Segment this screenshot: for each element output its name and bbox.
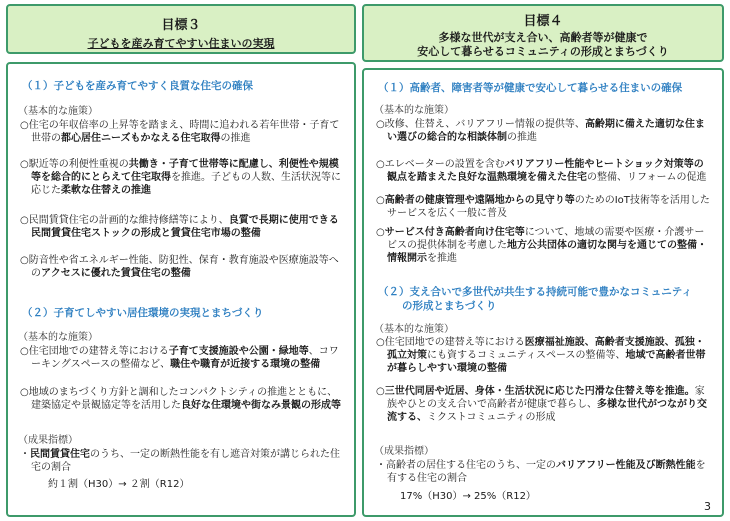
goal3-s1-item-4: ○防音性や省エネルギー性能、防犯性、保育・教育施設や医療施設等へのアクセスに優れた賃貸住宅の整備 (20, 255, 339, 279)
goal4-metric-value: 17%（H30）→ 25%（R12） (400, 491, 536, 502)
goal4-title: 目標４ (523, 14, 563, 29)
goal3-metric-value: 約１割（H30）→ ２割（R12） (48, 479, 190, 490)
page-number: 3 (704, 500, 711, 513)
goal3-section2-title: （２）子育てしやすい居住環境の実現とまちづくり (22, 307, 264, 319)
goal3-header (6, 4, 356, 54)
goal3-s1-item-1: ○住宅の年収倍率の上昇等を踏まえ、時間に追われる若年世帯・子育て世帯の都心居住ニーズもかなえる住宅取得の推進 (20, 120, 340, 144)
goal4-section1-title: （１）高齢者、障害者等が健康で安心して暮らせる住まいの確保 (378, 82, 683, 94)
goal4-s2-item-2: ○三世代同居や近居、身体・生活状況に応じた円滑な住替え等を推進。家族やひとの支え合いで高齢者が健康で暮らし、多様な世代がつながり交流する、ミクストコミュニティの形成 (376, 386, 707, 423)
goal3-subtitle: 子どもを産み育てやすい住まいの実現 (87, 37, 275, 50)
goal4-section1-measures-label: （基本的な施策） (374, 105, 454, 116)
goal4-metric-label: （成果指標） (374, 446, 434, 457)
goal3-s2-item-1: ○住宅団地での建替え等における子育て支援施設や公園・緑地等、コワーキングスペースの整備など、職住や職育が近接する環境の整備 (20, 346, 339, 370)
goal4-metric-text: ・高齢者の居住する住宅のうち、一定のバリアフリー性能及び断熱性能を有する住宅の割合 (376, 460, 706, 484)
goal3-metric-label: （成果指標） (18, 435, 78, 446)
goal4-s1-item-2: ○エレベーターの設置を含むバリアフリー性能やヒートショック対策等の観点を踏まえた良好な温熱環境を備えた住宅の整備、リフォームの促進 (376, 159, 707, 183)
goal3-s2-item-2: ○地域のまちづくり方針と調和したコンパクトシティの推進とともに、建築協定や景観協定等を活用した良好な住環境や街なみ景観の形成等 (20, 387, 341, 411)
goal4-header (362, 4, 724, 62)
goal3-s1-item-3: ○民間賃貸住宅の計画的な維持修繕等により、良質で長期に使用できる民間賃貸住宅ストックの形成と賃貸住宅市場の整備 (20, 215, 339, 239)
goal4-s1-item-1: ○改修、住替え、バリアフリー情報の提供等、高齢期に備えた適切な住まい選びの総合的な相談体制の推進 (376, 119, 705, 143)
goal4-section2-title-2: の形成とまちづくり (402, 300, 497, 312)
goal3-section1-measures-label: （基本的な施策） (18, 106, 98, 117)
goal4-s1-item-3: ○高齢者の健康管理や遠隔地からの見守り等のためのIoT技術等を活用したサービスを広く一般に普及 (376, 195, 710, 219)
goal4-subtitle-1: 多様な世代が支え合い、高齢者等が健康で (438, 31, 648, 44)
goal4-s1-item-4: ○サービス付き高齢者向け住宅等について、地域の需要や医療・介護サービスの提供体制を考慮した地方公共団体の適切な関与を通じての整備・情報開示を推進 (376, 227, 707, 264)
goal3-s1-item-2: ○駅近等の利便性重視の共働き・子育て世帯等に配慮し、利便性や規模等を総合的にとらえて住宅取得を推進。子どもの人数、生活状況等に応じた柔軟な住替えの推進 (20, 159, 341, 196)
goal3-title: 目標３ (161, 18, 201, 33)
goal3-body (6, 62, 356, 517)
goal4-section2-measures-label: （基本的な施策） (374, 324, 454, 335)
goal3-section2-measures-label: （基本的な施策） (18, 332, 98, 343)
goal3-metric-text: ・民間賃貸住宅のうち、一定の断熱性能を有し遮音対策が講じられた住宅の割合 (20, 449, 340, 473)
goal4-section2-title-1: （２）支え合いで多世代が共生する持続可能で豊かなコミュニティ (378, 286, 692, 298)
goal4-subtitle-2: 安心して暮らせるコミュニティの形成とまちづくり (417, 45, 669, 58)
goal4-s2-item-1: ○住宅団地での建替え等における医療福祉施設、高齢者支援施設、孤独・孤立対策にも資するコミュニティスペースの整備等、地域で高齢者世帯が暮らしやすい環境の整備 (376, 337, 706, 374)
goal3-section1-title: （１）子どもを産み育てやすく良質な住宅の確保 (22, 80, 253, 92)
goal4-body (362, 68, 724, 517)
